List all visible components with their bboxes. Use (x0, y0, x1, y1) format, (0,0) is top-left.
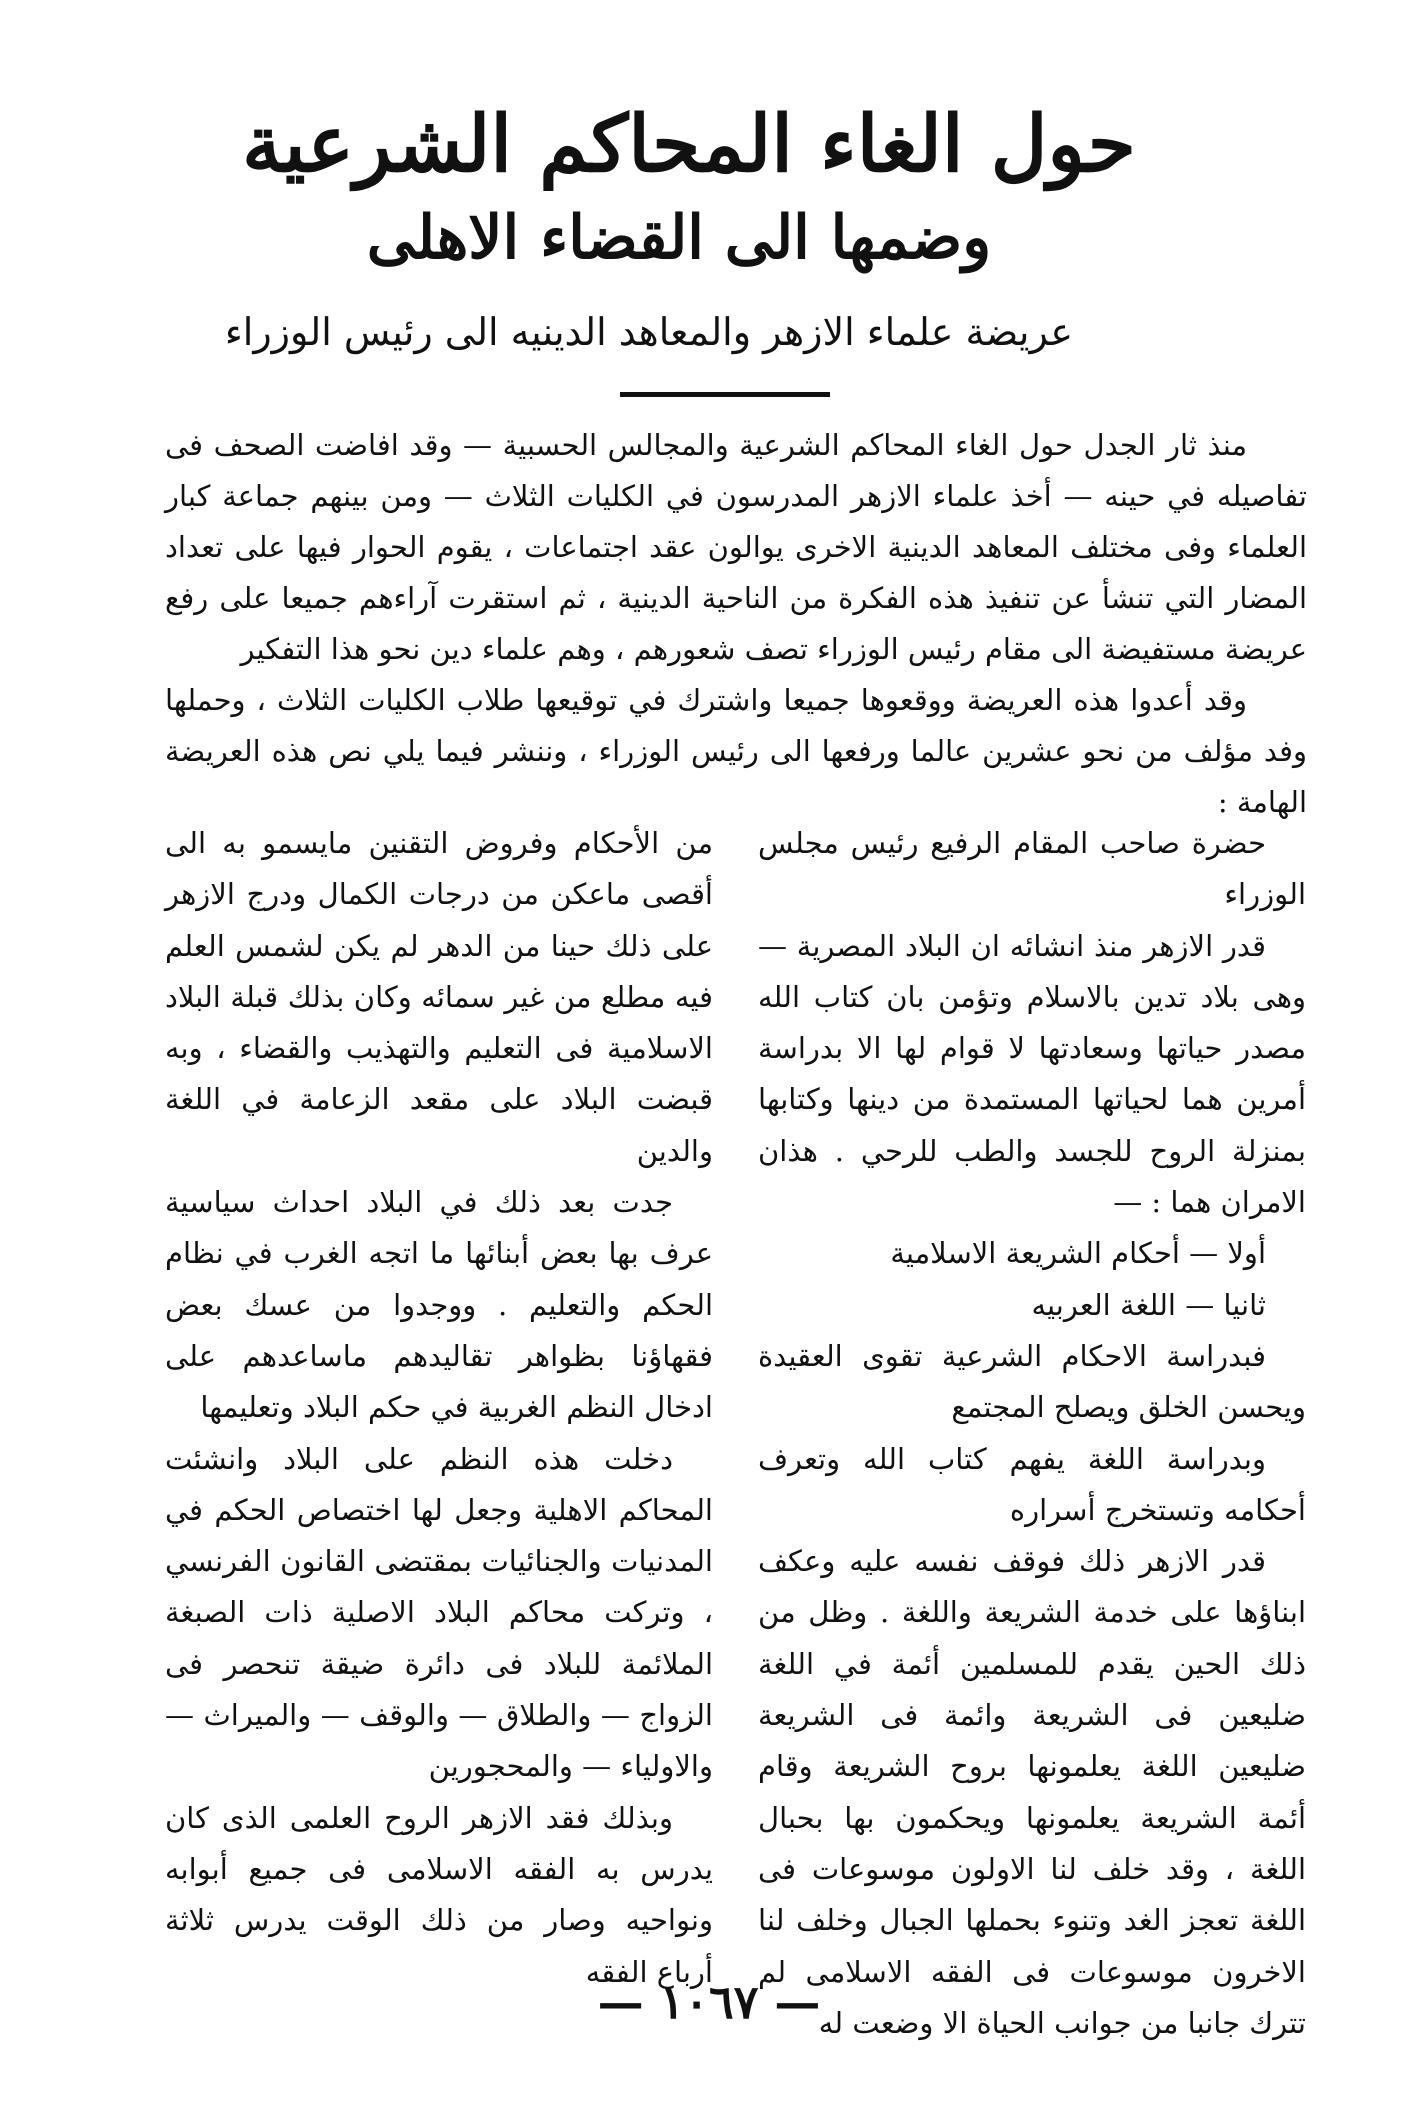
text-column-right (758, 818, 1306, 2040)
article-subtitle: وضمها الى القضاء الاهلى (366, 203, 992, 273)
page-number: — ١٠٦٧ — (597, 1975, 821, 2029)
body-paragraph: دخلت هذه النظم على البلاد وانشئت المحاكم الاهلية وجعل لها اختصاص الحكم في المدنيات والجنائيات بمقتضى القانون الفرنسي ، وتركت محاكم البلاد الاصلية ذات الصبغة الملائمة للبلاد فى دائرة ضيقة تنحصر فى الزواج — والطلاق — والوقف — والميراث — والاولياء — والمحجورين (165, 1441, 713, 1784)
body-paragraph: جدت بعد ذلك في البلاد احداث سياسية عرف بها بعض أبنائها ما اتجه الغرب في نظام الحكم والتعليم . ووجدوا من عسك بعض فقهاؤنا بظواهر تقاليدهم ماساعدهم على ادخال النظم الغربية في حكم البلاد وتعليمها (165, 1185, 713, 1425)
intro-paragraph: منذ ثار الجدل حول الغاء المحاكم الشرعية والمجالس الحسبية — وقد افاضت الصحف فى تفاصيله في حينه — أخذ علماء الازهر المدرسون في الكليات الثلاث — ومن بينهم جماعة كبار العلماء وفى مختلف المعاهد الدينية الاخرى يوالون عقد اجتماعات ، يقوم الحوار فيها على تعداد المضار التي تنشأ عن تنفيذ هذه الفكرة من الناحية الدينية ، ثم استقرت آراءهم جميعا على رفع عريضة مستفيضة الى مقام رئيس الوزراء تصف شعورهم ، وهم علماء دين نحو هذا التفكير (165, 428, 1307, 666)
article-title: حول الغاء المحاكم الشرعية (242, 99, 1136, 190)
text-column-left (165, 818, 713, 1989)
body-paragraph: فبدراسة الاحكام الشرعية تقوى العقيدة ويحسن الخلق ويصلح المجتمع (758, 1338, 1306, 1425)
intro-block (165, 420, 1307, 828)
salutation: حضرة صاحب المقام الرفيع رئيس مجلس الوزراء (758, 826, 1306, 912)
body-paragraph: قدر الازهر منذ انشائه ان البلاد المصرية — وهى بلاد تدين بالاسلام وتؤمن بان كتاب الله مصدر حياتها وسعادتها لا قوام لها الا بدراسة أمرين هما لحياتها المستمدة من دينها وكتابها بمنزلة الروح للجسد والطب للرحي . هذان الامران هما : — (758, 928, 1306, 1220)
body-paragraph: وبدراسة اللغة يفهم كتاب الله وتعرف أحكامه وتستخرج أسراره (758, 1441, 1306, 1527)
title-divider (620, 392, 830, 397)
body-paragraph: قدر الازهر ذلك فوقف نفسه عليه وعكف ابناؤها على خدمة الشريعة واللغة . وظل من ذلك الحين يقدم للمسلمين أئمة في اللغة ضليعين فى الشريعة وائمة فى الشريعة ضليعين اللغة يعلمونها بروح الشريعة وقام أئمة الشريعة يعلمونها ويحكمون بها بحبال اللغة ، وقد خلف لنا الاولون موسوعات فى اللغة تعجز الغد وتنوء بحملها الجبال وخلف لنا الاخرون موسوعات فى الفقه الاسلامى لم تترك جانبا من جوانب الحياة الا وضعت له (758, 1544, 1306, 2040)
list-item: ثانيا — اللغة العربيه (1031, 1287, 1266, 1322)
article-byline: عريضة علماء الازهر والمعاهد الدينيه الى رئيس الوزراء (224, 310, 1074, 354)
intro-paragraph: وقد أعدوا هذه العريضة ووقعوها جميعا واشترك في توقيعها طلاب الكليات الثلاث ، وحملها وفد مؤلف من نحو عشرين عالما ورفعها الى رئيس الوزراء ، وننشر فيما يلي نص هذه العريضة الهامة : (165, 683, 1307, 819)
list-item: أولا — أحكام الشريعة الاسلامية (890, 1236, 1266, 1271)
body-paragraph: من الأحكام وفروض التقنين مايسمو به الى أقصى ماعكن من درجات الكمال ودرج الازهر على ذلك حينا من الدهر لم يكن لشمس العلم فيه مطلع من غير سمائه وكان بذلك قبلة البلاد الاسلامية فى التعليم والتهذيب والقضاء ، وبه قبضت البلاد على مقعد الزعامة في اللغة والدين (165, 826, 713, 1168)
body-paragraph: وبذلك فقد الازهر الروح العلمى الذى كان يدرس به الفقه الاسلامى فى جميع أبوابه ونواحيه وصار من ذلك الوقت يدرس ثلاثة أرباع الفقه (165, 1800, 713, 1989)
